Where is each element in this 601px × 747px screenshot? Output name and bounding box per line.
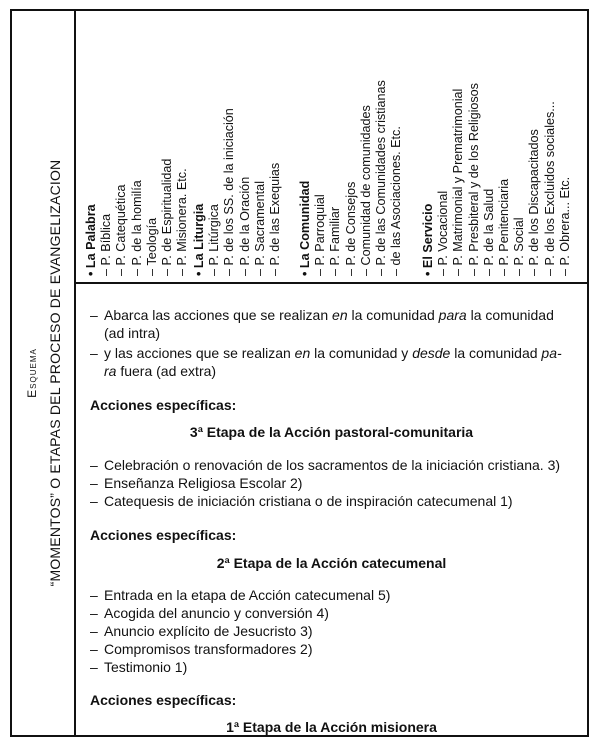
area-item: – P. Litúrgica (207, 108, 222, 276)
item-text: Enseñanza Religiosa Escolar 2) (104, 475, 303, 491)
area-item: – P. Familiar (328, 80, 343, 276)
area-item: – P. Obrera... Etc. (558, 83, 573, 276)
item-text: Testimonio 1) (104, 659, 188, 675)
area-item: – P. Presbiteral y de los Religiosos (467, 83, 482, 276)
stages-content (76, 284, 587, 735)
process-title: “MOMENTOS” O ETAPAS DEL PROCESO DE EVANGELIZACION (47, 159, 63, 587)
text-run: la comunidad (466, 307, 554, 323)
area-item: – P. Penitenciaria (497, 83, 512, 276)
area-item: – P. Social (512, 83, 527, 276)
area-title: • El Servicio (421, 83, 436, 276)
stage-2-item (90, 658, 590, 676)
area-item: – P. de la homilía (130, 159, 145, 276)
area-liturgia (192, 108, 283, 276)
stage-2-item (90, 622, 590, 640)
area-servicio (421, 83, 573, 276)
area-item: – P. de los Discapacitados (527, 83, 542, 276)
dash: – (90, 307, 98, 323)
area-item: – P. de los SS. de la iniciación (222, 108, 237, 276)
dash: – (90, 493, 98, 509)
dash: – (90, 587, 98, 603)
stage-2-item (90, 586, 590, 604)
acciones-heading: Acciones específicas: (90, 397, 237, 413)
intro-text (90, 306, 590, 342)
area-comunidad (298, 80, 404, 276)
pastoral-areas-rotated (76, 11, 587, 282)
text-run: desde (412, 345, 451, 361)
dash: – (90, 457, 98, 473)
area-item: – P. Matrimonial y Prematrimonial (451, 83, 466, 276)
item-text: Acogida del anuncio y conversión 4) (104, 605, 329, 621)
intro-item-extra (90, 344, 590, 380)
area-item: – P. Vocacional (436, 83, 451, 276)
text-run: ra (104, 363, 117, 379)
text-run: pa- (541, 345, 562, 361)
stage-1-title: 1ª Etapa de la Acción misionera (226, 719, 437, 735)
stage-3-title: 3ª Etapa de la Acción pastoral-comunitaria (189, 424, 474, 440)
area-item: – P. Misionera. Etc. (175, 159, 190, 276)
area-item: – P. de las Exequias (268, 108, 283, 276)
pastoral-areas-panel (76, 11, 587, 284)
scheme-table (10, 9, 589, 737)
acciones-heading: Acciones específicas: (90, 527, 237, 543)
area-title: • La Comunidad (298, 80, 313, 276)
area-item: – de las Asociaciones. Etc. (389, 80, 404, 276)
area-item: – P. Catequética (114, 159, 129, 276)
intro-text (90, 344, 590, 380)
dash: – (90, 475, 98, 491)
text-run: y las acciones que se realizan (104, 345, 295, 361)
item-text: Entrada en la etapa de Acción catecumenal 5) (104, 587, 391, 603)
intro-item-intra (90, 306, 590, 342)
text-run: en (294, 345, 311, 361)
text-run: fuera (ad extra) (116, 363, 217, 379)
stage-2-title: 2ª Etapa de la Acción catecumenal (216, 555, 447, 571)
area-item: – P. de la Oración (238, 108, 253, 276)
area-item: – P. Bíblica (99, 159, 114, 276)
area-item: – P. de la Salud (482, 83, 497, 276)
dash: – (90, 605, 98, 621)
area-title: • La Palabra (84, 159, 99, 276)
acciones-heading: Acciones específicas: (90, 692, 237, 708)
area-item: – P. Sacramental (253, 108, 268, 276)
item-text: Compromisos transformadores 2) (104, 641, 313, 657)
area-palabra (84, 159, 190, 276)
esquema-label: Esquema (25, 348, 39, 398)
text-run: la comunidad (347, 307, 439, 323)
area-item: – P. de Consejos (344, 80, 359, 276)
dash: – (90, 659, 98, 675)
dash: – (90, 641, 98, 657)
area-item: – Comunidad de comunidades (359, 80, 374, 276)
item-text: Celebración o renovación de los sacramentos de la iniciación cristiana. 3) (104, 457, 561, 473)
text-run: la comunidad y (310, 345, 413, 361)
stage-2-item (90, 604, 590, 622)
stage-2-item (90, 640, 590, 658)
area-item: – P. Parroquial (313, 80, 328, 276)
dash: – (90, 345, 98, 361)
text-run: Abarca las acciones que se realizan (104, 307, 333, 323)
side-title (12, 11, 76, 735)
stage-3-item (90, 492, 590, 510)
area-item: – P. de las Comunidades cristianas (374, 80, 389, 276)
stage-3-item (90, 474, 590, 492)
item-text: Anuncio explícito de Jesucristo 3) (104, 623, 313, 639)
text-run: para (438, 307, 467, 323)
text-run: la comunidad (450, 345, 542, 361)
side-title-column (12, 11, 76, 735)
area-title: • La Liturgia (192, 108, 207, 276)
stage-3-item (90, 456, 590, 474)
dash: – (90, 623, 98, 639)
area-item: – Teología (145, 159, 160, 276)
area-item: – P. de los Excluidos sociales... (543, 83, 558, 276)
text-run: en (332, 307, 348, 323)
item-text: Catequesis de iniciación cristiana o de inspiración catecumenal 1) (104, 493, 513, 509)
area-item: – P. de Espiritualidad (160, 159, 175, 276)
text-run: (ad intra) (104, 325, 161, 341)
